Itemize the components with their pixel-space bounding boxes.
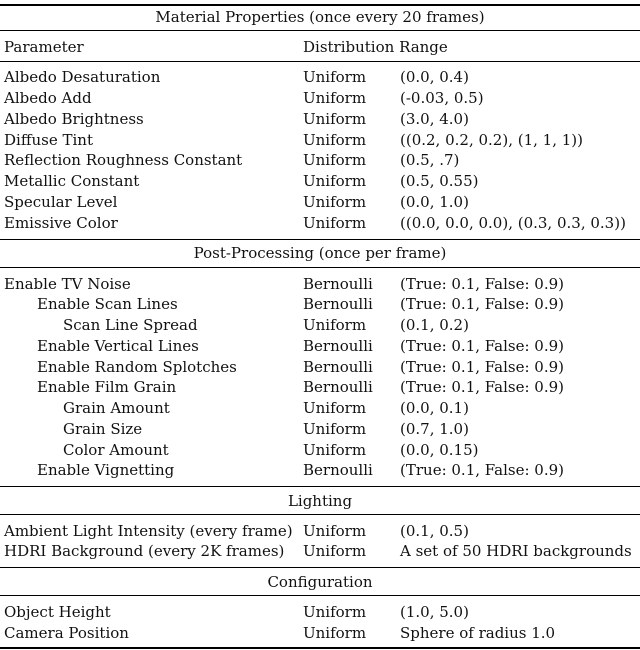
table-row bbox=[0, 274, 640, 295]
param-name: Emissive Color bbox=[4, 214, 118, 232]
range: (0.5, 0.55) bbox=[400, 172, 479, 190]
table-row bbox=[0, 440, 640, 461]
range: (True: 0.1, False: 0.9) bbox=[400, 275, 565, 293]
table-row bbox=[0, 109, 640, 130]
table-row bbox=[0, 602, 640, 623]
section-title-material: Material Properties (once every 20 frames) bbox=[155, 8, 485, 26]
table-row bbox=[0, 315, 640, 336]
param-name: Scan Line Spread bbox=[63, 316, 198, 334]
distribution: Uniform bbox=[303, 624, 367, 642]
param-name: Reflection Roughness Constant bbox=[4, 151, 243, 169]
param-name: Enable Random Splotches bbox=[37, 358, 237, 376]
range: Sphere of radius 1.0 bbox=[400, 624, 556, 642]
range: (0.1, 0.2) bbox=[400, 316, 469, 334]
table-row bbox=[0, 398, 640, 419]
range: (0.7, 1.0) bbox=[400, 420, 469, 438]
distribution: Bernoulli bbox=[303, 295, 373, 313]
distribution: Bernoulli bbox=[303, 378, 373, 396]
range: (True: 0.1, False: 0.9) bbox=[400, 358, 565, 376]
param-name: Metallic Constant bbox=[4, 172, 140, 190]
distribution: Uniform bbox=[303, 522, 367, 540]
param-name: Enable Vertical Lines bbox=[37, 337, 199, 355]
range: (True: 0.1, False: 0.9) bbox=[400, 378, 565, 396]
distribution: Uniform bbox=[303, 172, 367, 190]
param-name: Albedo Add bbox=[4, 89, 92, 107]
range: (True: 0.1, False: 0.9) bbox=[400, 337, 565, 355]
distribution: Uniform bbox=[303, 193, 367, 211]
table-row bbox=[0, 419, 640, 440]
range: (0.1, 0.5) bbox=[400, 522, 469, 540]
section-title-configuration: Configuration bbox=[267, 573, 373, 591]
table-row bbox=[0, 541, 640, 562]
header-distribution-range: Distribution Range bbox=[303, 38, 448, 56]
param-name: Grain Size bbox=[63, 420, 143, 438]
distribution: Uniform bbox=[303, 441, 367, 459]
range: (0.0, 0.1) bbox=[400, 399, 469, 417]
range: (True: 0.1, False: 0.9) bbox=[400, 295, 565, 313]
rule bbox=[0, 486, 640, 487]
param-name: Enable TV Noise bbox=[4, 275, 131, 293]
range: A set of 50 HDRI backgrounds bbox=[400, 542, 632, 560]
rule bbox=[0, 61, 640, 62]
table-row bbox=[0, 67, 640, 88]
rule bbox=[0, 239, 640, 240]
range: (1.0, 5.0) bbox=[400, 603, 469, 621]
top-rule bbox=[0, 4, 640, 6]
distribution: Uniform bbox=[303, 131, 367, 149]
distribution: Uniform bbox=[303, 542, 367, 560]
section-title-post-processing: Post-Processing (once per frame) bbox=[193, 244, 447, 262]
param-name: Enable Scan Lines bbox=[37, 295, 178, 313]
distribution: Uniform bbox=[303, 151, 367, 169]
range: (0.5, .7) bbox=[400, 151, 460, 169]
distribution: Uniform bbox=[303, 399, 367, 417]
table-row bbox=[0, 377, 640, 398]
rule bbox=[0, 267, 640, 268]
table-row bbox=[0, 460, 640, 481]
distribution: Uniform bbox=[303, 420, 367, 438]
param-name: HDRI Background (every 2K frames) bbox=[4, 542, 285, 560]
rule bbox=[0, 595, 640, 596]
distribution: Bernoulli bbox=[303, 337, 373, 355]
section-title-lighting: Lighting bbox=[287, 492, 353, 510]
distribution: Uniform bbox=[303, 316, 367, 334]
distribution: Uniform bbox=[303, 68, 367, 86]
distribution: Uniform bbox=[303, 110, 367, 128]
distribution: Uniform bbox=[303, 89, 367, 107]
param-name: Diffuse Tint bbox=[4, 131, 93, 149]
distribution: Uniform bbox=[303, 214, 367, 232]
param-name: Object Height bbox=[4, 603, 111, 621]
rule bbox=[0, 514, 640, 515]
bottom-rule bbox=[0, 647, 640, 649]
range: ((0.2, 0.2, 0.2), (1, 1, 1)) bbox=[400, 131, 583, 149]
param-name: Specular Level bbox=[4, 193, 118, 211]
distribution: Bernoulli bbox=[303, 275, 373, 293]
range: (0.0, 1.0) bbox=[400, 193, 469, 211]
distribution: Bernoulli bbox=[303, 461, 373, 479]
range: (0.0, 0.4) bbox=[400, 68, 469, 86]
range: (-0.03, 0.5) bbox=[400, 89, 484, 107]
table-row bbox=[0, 171, 640, 192]
range: (3.0, 4.0) bbox=[400, 110, 469, 128]
param-name: Albedo Brightness bbox=[4, 110, 144, 128]
param-name: Color Amount bbox=[63, 441, 169, 459]
table-row bbox=[0, 192, 640, 213]
range: ((0.0, 0.0, 0.0), (0.3, 0.3, 0.3)) bbox=[400, 214, 626, 232]
param-name: Albedo Desaturation bbox=[4, 68, 161, 86]
param-name: Enable Film Grain bbox=[37, 378, 177, 396]
table-row bbox=[0, 88, 640, 109]
range: (True: 0.1, False: 0.9) bbox=[400, 461, 565, 479]
table-row bbox=[0, 521, 640, 542]
param-name: Enable Vignetting bbox=[37, 461, 175, 479]
table-row bbox=[0, 213, 640, 234]
table-row bbox=[0, 357, 640, 378]
table-row bbox=[0, 130, 640, 151]
distribution: Uniform bbox=[303, 603, 367, 621]
param-name: Ambient Light Intensity (every frame) bbox=[4, 522, 293, 540]
distribution: Bernoulli bbox=[303, 358, 373, 376]
param-name: Grain Amount bbox=[63, 399, 170, 417]
param-name: Camera Position bbox=[4, 624, 129, 642]
table-row bbox=[0, 623, 640, 644]
table-row bbox=[0, 294, 640, 315]
range: (0.0, 0.15) bbox=[400, 441, 479, 459]
table-row bbox=[0, 150, 640, 171]
header-parameter: Parameter bbox=[4, 38, 84, 56]
rule bbox=[0, 567, 640, 568]
rule bbox=[0, 30, 640, 31]
table-row bbox=[0, 336, 640, 357]
